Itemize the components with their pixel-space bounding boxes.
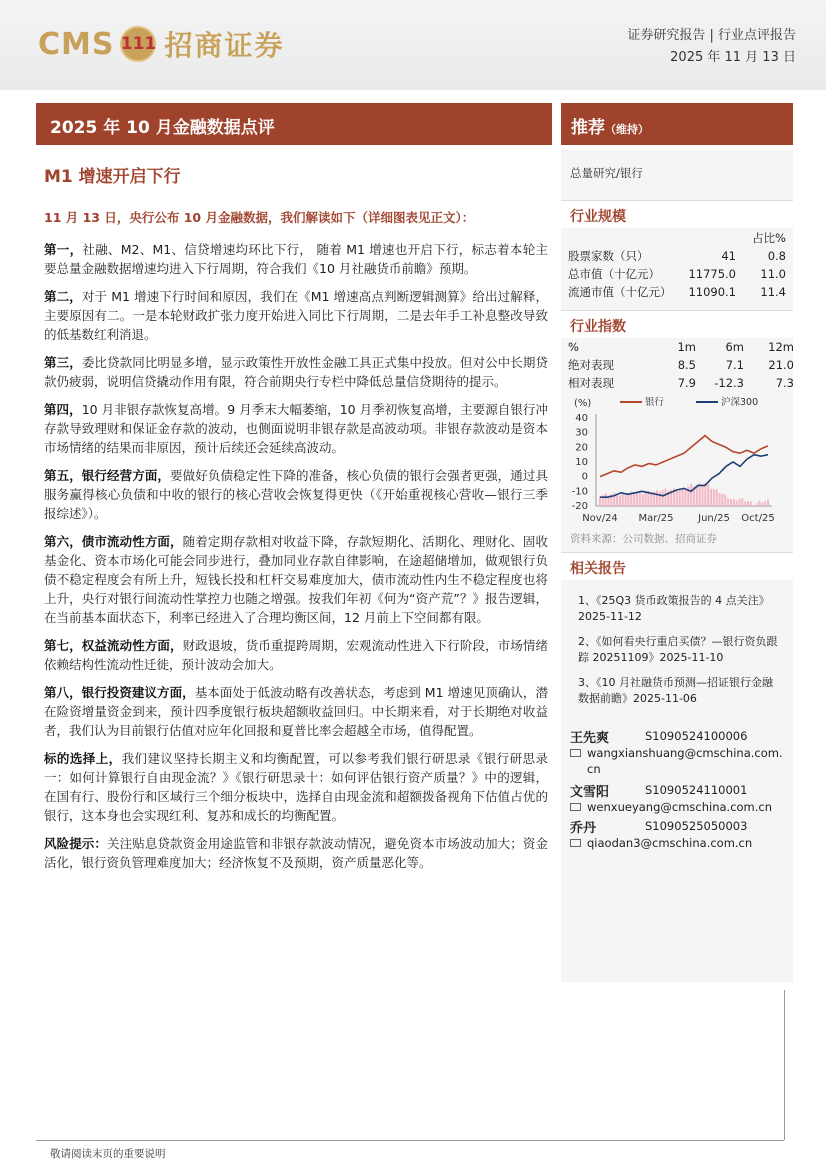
index-title: 行业指数 <box>561 310 793 338</box>
x-tick-label: Oct/25 <box>741 513 775 524</box>
relative-bar <box>713 489 715 506</box>
report-link[interactable]: 3、《10 月社融货币预测—招证银行金融数据前瞻》2025-11-06 <box>578 676 773 705</box>
relative-bar <box>676 491 678 506</box>
y-tick-label: 20 <box>575 442 588 454</box>
analyst-row: 王先爽 S1090524100006 <box>570 729 748 746</box>
analyst-email[interactable]: qiaodan3@cmschina.com.cn <box>570 835 785 851</box>
relative-bar <box>736 501 738 506</box>
relative-bar <box>730 499 732 506</box>
relative-bar <box>599 497 601 506</box>
analysts <box>570 727 785 853</box>
report-link[interactable]: 1、《25Q3 货币政策报告的 4 点关注》2025-11-12 <box>578 594 770 623</box>
relative-bar <box>639 492 641 506</box>
relative-bar <box>699 483 701 506</box>
paragraph: 第三，委比贷款同比明显多增，显示政策性开放性金融工具正式集中投放。但对公中长期贷款仍疲弱，说明信贷撬动作用有限，符合前期央行专栏中降低总量信贷期待的提示。 <box>44 355 548 389</box>
paragraph: 第二，对于 M1 增速下行时间和原因，我们在《M1 增速高点判断逻辑测算》给出过解释，主要原因有二。一是本轮财政扩张力度开始进入同比下行周期，二是去年手工补息整改导致的低基数红利消退。 <box>44 289 548 342</box>
paragraph: 第七，权益流动性方面，财政退坡，货币重提跨周期，宏观流动性进入下行阶段，市场情绪依赖结构性流动性迁徙，预计波动会加大。 <box>44 638 548 672</box>
logo-cms: CMS <box>38 26 115 62</box>
relative-bar <box>690 484 692 506</box>
y-axis-label: (%) <box>574 398 592 409</box>
paragraph: 第一，社融、M2、M1、信贷增速均环比下行， 随着 M1 增速也开启下行，标志着本轮主要总量金融数据增速均进入下行周期，符合我们《10 月社融货币前瞻》预期。 <box>44 242 548 276</box>
relative-bar <box>716 489 718 506</box>
relative-bar <box>679 489 681 506</box>
relative-bar <box>756 503 758 506</box>
report-title: 2025 年 10 月金融数据点评 <box>36 103 552 145</box>
index-table <box>568 338 794 392</box>
table-row: 总市值（十亿元） 11775.0 11.0 <box>568 267 786 281</box>
logo-cn: 招商证券 <box>164 29 285 62</box>
table-row: 相对表现 7.9 -12.3 7.3 <box>568 376 794 390</box>
relative-bar <box>633 494 635 506</box>
x-tick-label: Mar/25 <box>638 513 674 524</box>
coverage: 总量研究/银行 <box>570 166 643 180</box>
y-tick-label: 30 <box>575 427 588 439</box>
table-row: % 1m 6m 12m <box>568 340 794 354</box>
relative-bar <box>656 490 658 506</box>
relative-bar <box>702 484 704 506</box>
rating-bar <box>561 103 793 145</box>
relative-bar <box>719 493 721 506</box>
table-row: 股票家数（只） 41 0.8 <box>568 249 786 263</box>
relative-bar <box>764 501 766 506</box>
table-row: 流通市值（十亿元） 11090.1 11.4 <box>568 285 786 299</box>
relative-bar <box>662 490 664 506</box>
rating-note: （维持） <box>605 123 649 136</box>
relative-bar <box>753 505 755 506</box>
relative-bar <box>724 495 726 506</box>
analyst-email[interactable]: wenxueyang@cmschina.com.cn <box>570 799 785 815</box>
body-text <box>44 240 548 881</box>
divider <box>36 1140 784 1141</box>
report-date: 2025 年 11 月 13 日 <box>670 50 796 65</box>
relative-bar <box>761 503 763 506</box>
paragraph: 标的选择上，我们建议坚持长期主义和均衡配置，可以参考我们银行研思录《银行研思录一：如何计算银行自由现金流？》《银行研思录十：如何评估银行资产质量？》中的逻辑，在国有行、股份行和区域行三个细分板块中，选择自由现金流和超额拨备视角下估值占优的银行，这本身也会实现红利、复苏和成长的均衡配置。 <box>44 751 548 823</box>
divider <box>784 990 785 1140</box>
chart-source: 资料来源：公司数据、招商证券 <box>570 533 717 545</box>
y-tick-label: -20 <box>571 501 588 512</box>
relative-bar <box>747 501 749 506</box>
relative-bar <box>636 493 638 506</box>
footer-note: 敬请阅读末页的重要说明 <box>50 1148 166 1160</box>
relative-bar <box>744 502 746 506</box>
analyst-email[interactable]: wangxianshuang@cmschina.com.cn <box>570 745 785 777</box>
relative-bar <box>650 493 652 506</box>
relative-bar <box>622 494 624 506</box>
series-line-bank <box>600 436 768 477</box>
x-tick-label: Nov/24 <box>582 513 618 524</box>
legend-label: 银行 <box>645 397 665 408</box>
analyst-row: 文雪阳 S1090524110001 <box>570 783 748 800</box>
x-tick-label: Jun/25 <box>698 513 730 524</box>
series-line-hs300 <box>600 455 768 498</box>
logo-badge-icon: 111 <box>120 26 156 62</box>
y-tick-label: 40 <box>575 413 588 424</box>
relative-bar <box>625 495 627 506</box>
relative-bar <box>733 499 735 506</box>
relative-bar <box>642 495 644 506</box>
report-subtitle: M1 增速开启下行 <box>44 167 181 187</box>
report-link[interactable]: 2、《如何看央行重启买债？—银行资负跟踪 20251109》2025-11-10 <box>578 635 778 664</box>
mail-icon <box>570 749 581 757</box>
relative-bar <box>645 493 647 506</box>
paragraph: 第五，银行经营方面，要做好负债稳定性下降的准备，核心负债的银行会强者更强，通过具服务赢得核心负债和中收的银行的核心营收会恢复得更快（《开始重视核心营收—银行三季报综述》）。 <box>44 468 548 521</box>
paragraph: 第八，银行投资建议方面，基本面处于低波动略有改善状态，考虑到 M1 增速见顶确认，潜在险资增量资金到来，预计四季度银行板块超额收益回归。中长期来看，对于长期绝对收益者，我们认为目前银行估值对应年化回报和夏普比率会超越全市场，值得配置。 <box>44 685 548 738</box>
paragraph: 第四，10 月非银存款恢复高增。9 月季末大幅萎缩，10 月季初恢复高增，主要源自银行冲存款导致理财和保证金存款的波动，也侧面说明非银存款是高波动项。非银存款波动是资本市场情绪的结果而非原因，预计后续还会延续高波动。 <box>44 402 548 455</box>
relative-bar <box>767 500 769 506</box>
logo <box>38 24 285 64</box>
index-chart <box>562 394 792 534</box>
related-reports <box>578 593 783 716</box>
y-tick-label: 10 <box>575 457 588 468</box>
mail-icon <box>570 839 581 847</box>
relative-bar <box>696 485 698 506</box>
analyst-row: 乔丹 S1090525050003 <box>570 819 748 836</box>
mail-icon <box>570 803 581 811</box>
relative-bar <box>682 488 684 506</box>
relative-bar <box>727 499 729 506</box>
relative-bar <box>605 493 607 506</box>
y-tick-label: 0 <box>581 471 588 483</box>
relative-bar <box>721 494 723 506</box>
paragraph: 第六，债市流动性方面，随着定期存款相对收益下降，存款短期化、活期化、理财化、固收基金化、资本市场化可能会同步进行，叠加同业存款自律影响，在途超储增加，做观银行负债不稳定程度会有所上升，短钱长投和杠杆交易难度加大，债市流动性内生不稳定程度也将上升，央行对银行间流动性掌控力也随之增强。按我们年初《何为“资产荒”？》报告逻辑，在当前基本面状态下，利率已经进入了合理均衡区间，12 月前上下空间都有限。 <box>44 534 548 625</box>
legend-label: 沪深300 <box>721 397 759 408</box>
scale-title: 行业规模 <box>561 200 793 228</box>
rating: 推荐 <box>571 118 605 138</box>
report-type: 证券研究报告 | 行业点评报告 <box>627 28 796 43</box>
summary: 11 月 13 日，央行公布 10 月金融数据，我们解读如下（详细图表见正文）： <box>44 210 475 225</box>
relative-bar <box>710 489 712 506</box>
paragraph: 风险提示：关注贴息贷款资金用途监管和非银存款波动情况，避免资本市场波动加大；资金活化，银行资负管理难度加大；经济恢复不及预期，资产质量恶化等。 <box>44 836 548 870</box>
relative-bar <box>707 484 709 506</box>
relative-bar <box>750 502 752 506</box>
relative-bar <box>659 492 661 506</box>
relative-bar <box>739 499 741 506</box>
relative-bar <box>741 498 743 506</box>
related-title: 相关报告 <box>561 552 793 580</box>
relative-bar <box>619 495 621 506</box>
relative-bar <box>758 501 760 506</box>
scale-table: 占比% 股票家数（只） 41 0.8 总市值（十亿元） 11775.0 11.0 流通市值（十亿元） 11090.1 11.4 <box>568 231 786 299</box>
header-meta <box>627 25 796 69</box>
table-row: 绝对表现 8.5 7.1 21.0 <box>568 358 794 372</box>
relative-bar <box>616 496 618 506</box>
y-tick-label: -10 <box>571 486 588 498</box>
relative-bar <box>684 489 686 506</box>
relative-bar <box>664 488 666 506</box>
